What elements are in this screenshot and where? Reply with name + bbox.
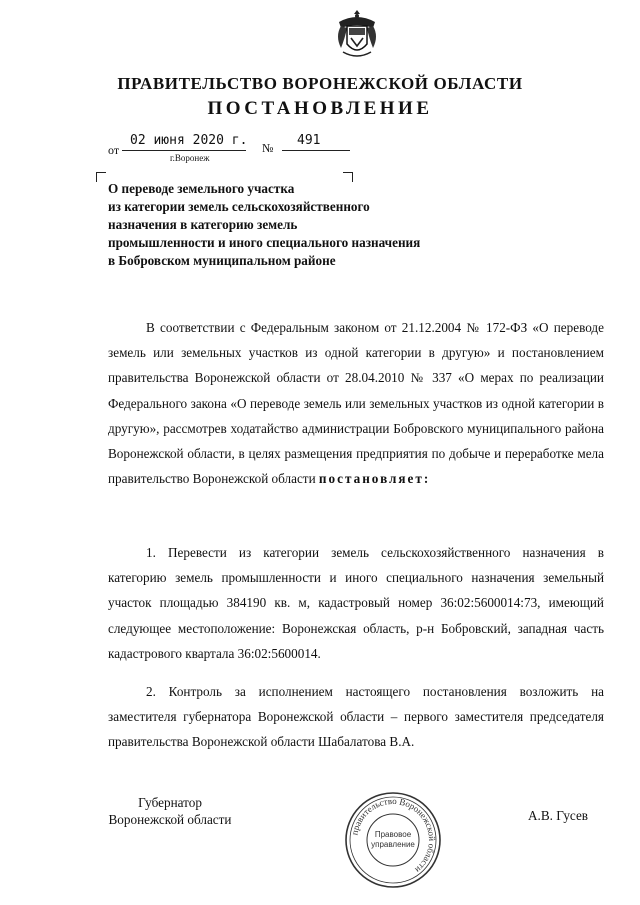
stamp-center-line: управление [371,840,415,849]
date-underline [122,150,246,151]
body-paragraph-item-2: 2. Контроль за исполнением настоящего постановления возложить на заместителя губернатора Воронежской области – первого заместителя председателя правительства Воронежской области Шабалатова В.А. [108,684,604,750]
number-underline [282,150,350,151]
subject-line: О переводе земельного участка [108,181,295,196]
signer-position [96,794,244,828]
document-date: 02 июня 2020 г. [130,133,248,148]
preamble-text: В соответствии с Федеральным законом от 21.12.2004 № 172-ФЗ «О переводе земель или земельных участков из одной категории в другую» и постановлением правительства Воронежской области от 28.04.2010 № 337 «О мерах по реализации Федерального закона «О переводе земель или земельных участков из одной категории в другую», рассмотрев ходатайство администрации Бобровского муниципального района Воронежской области, в целях размещения предприятия по добыче и переработке мела правительство Воронежской области [108,320,604,487]
signer-position-line: Губернатор [138,795,202,810]
document-type-title: ПОСТАНОВЛЕНИЕ [207,98,433,119]
city-label: г.Воронеж [170,153,210,163]
date-from-label: от [108,143,120,157]
body-paragraph-item-1: 1. Перевести из категории земель сельскохозяйственного назначения в категорию земель промышленности и иного специального назначения земельный участок площадью 384190 кв. м, кадастровый номер 36:02:5600014:73, имеющий следующее местоположение: Воронежская область, р-н Бобровский, западная часть кадастрового квартала 36:02:5600014. [108,545,604,661]
document-number: 491 [297,133,321,148]
subject-line: в Бобровском муниципальном районе [108,253,336,268]
official-stamp-icon [343,790,443,890]
coat-of-arms-icon [335,8,379,60]
stamp-ring-text: правительство Воронежской области [349,795,438,876]
document-subject [108,180,528,270]
stamp-center-line: Правовое [374,830,412,839]
subject-line: из категории земель сельскохозяйственного [108,199,370,214]
signer-name: А.В. Гусев [528,808,589,823]
number-label: № [262,141,274,155]
resolves-keyword: постановляет: [318,471,431,487]
signer-position-line: Воронежской области [108,812,232,827]
subject-line: промышленности и иного специального назначения [108,235,421,250]
body-paragraph-preamble [108,315,604,491]
government-title: ПРАВИТЕЛЬСТВО ВОРОНЕЖСКОЙ ОБЛАСТИ [117,74,523,93]
subject-line: назначения в категорию земель [108,217,298,232]
subject-corner-left [96,172,106,182]
